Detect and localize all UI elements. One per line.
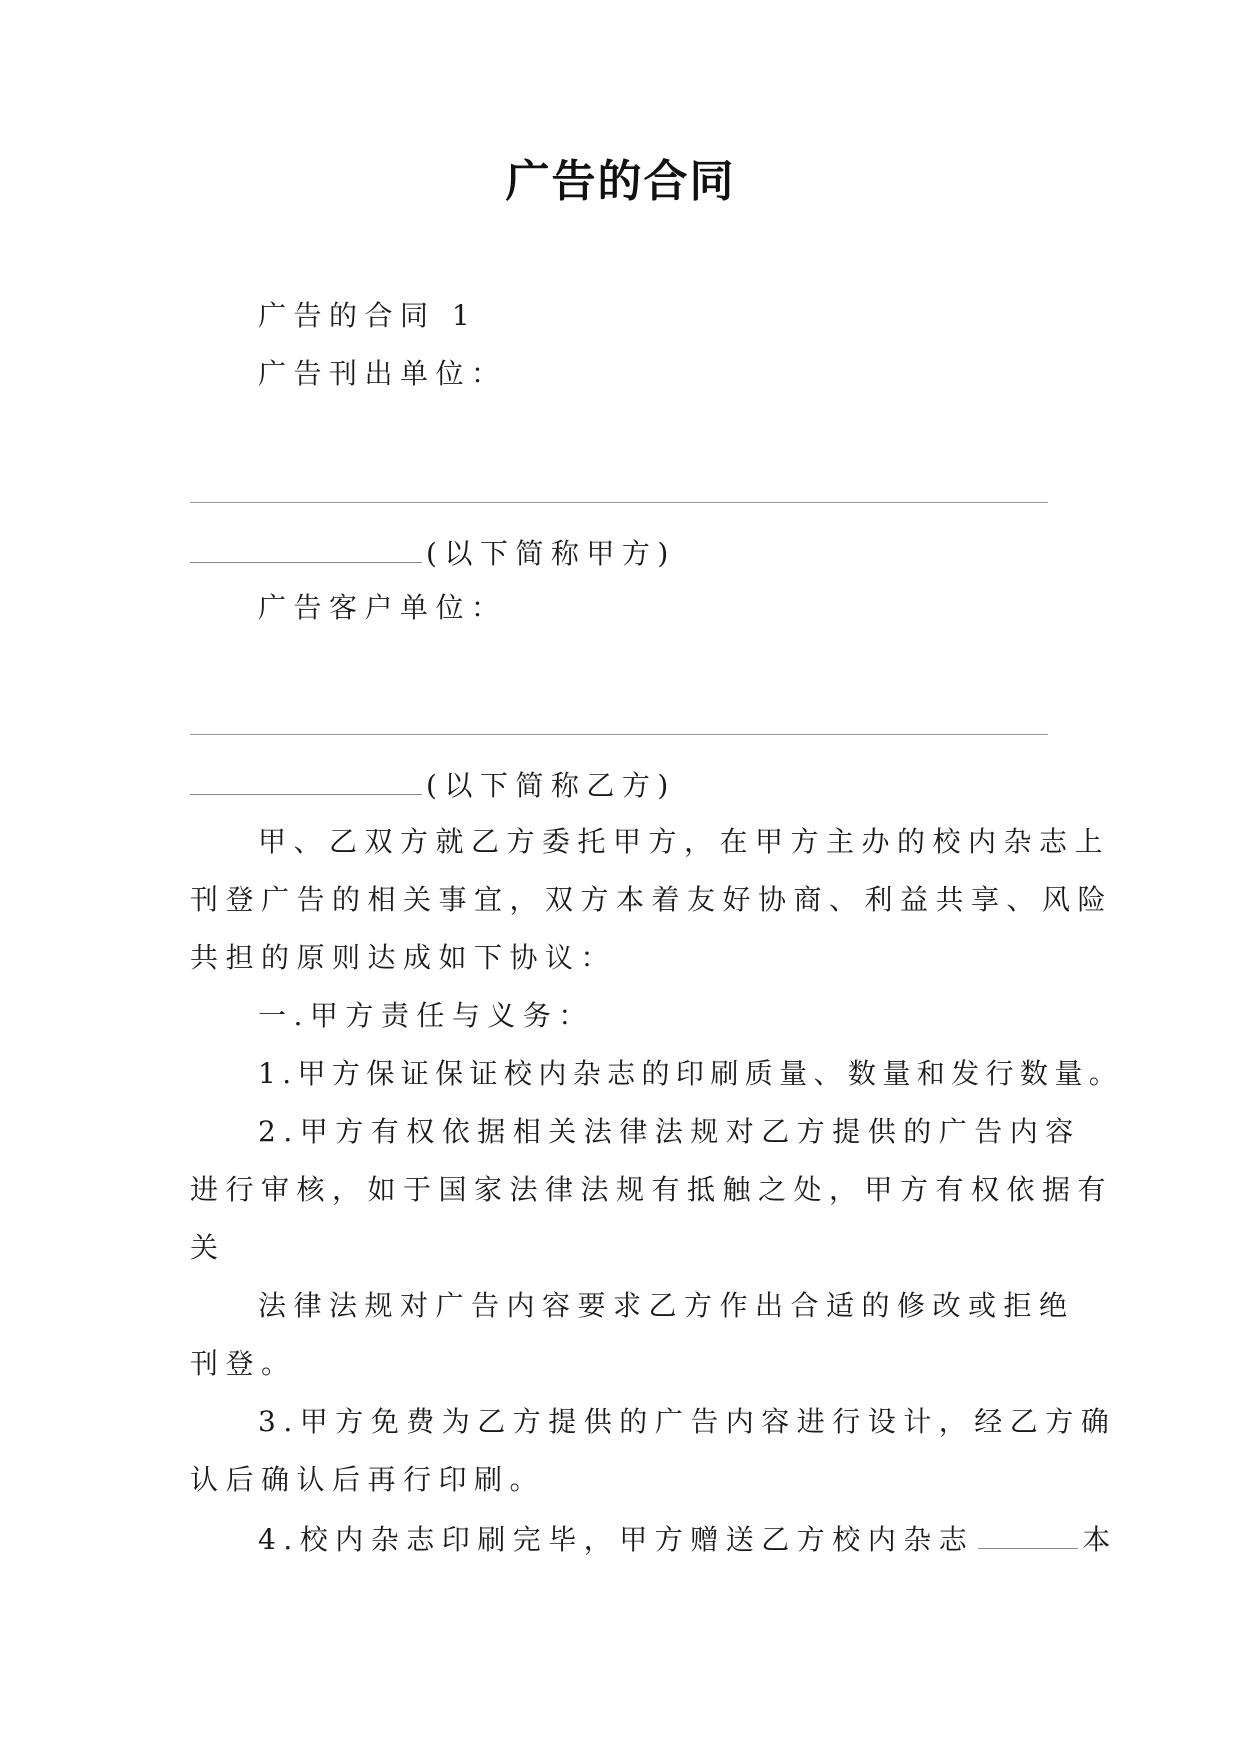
party-a-suffix: (以下简称甲方) [426,537,676,570]
party-b-suffix: (以下简称乙方) [426,769,676,802]
clause-item: 关 [190,1231,226,1264]
publisher-label: 广告刊出单位： [258,357,507,390]
intro-line: 刊登广告的相关事宜，双方本着友好协商、利益共享、风险 [190,883,1114,916]
party-b-blank [190,764,422,795]
client-fill-line [190,734,1048,735]
clause-item: 进行审核，如于国家法律法规有抵触之处，甲方有权依据有 [190,1173,1114,1206]
clause-item: 2.甲方有权依据相关法律法规对乙方提供的广告内容 [258,1115,1081,1148]
intro-line: 甲、乙双方就乙方委托甲方，在甲方主办的校内杂志上 [258,825,1111,858]
clause-item: 法律法规对广告内容要求乙方作出合适的修改或拒绝 [258,1289,1075,1322]
clause-item: 刊登。 [190,1347,297,1380]
item4-text: 4.校内杂志印刷完毕，甲方赠送乙方校内杂志 [258,1523,975,1556]
item4-blank [978,1518,1078,1549]
party-b-line [190,764,676,806]
intro-line: 共担的原则达成如下协议： [190,941,617,974]
client-label: 广告客户单位： [258,591,507,624]
publisher-fill-line [190,502,1048,503]
item4-suffix: 本 [1082,1523,1118,1556]
document-title: 广告的合同 [505,156,736,207]
section-heading: 一.甲方责任与义务： [258,999,594,1032]
clause-item: 1.甲方保证保证校内杂志的印刷质量、数量和发行数量。 [258,1057,1124,1090]
clause-item [258,1518,1118,1560]
party-a-blank [190,532,422,563]
contract-heading: 广告的合同 1 [258,299,478,332]
clause-item: 3.甲方免费为乙方提供的广告内容进行设计，经乙方确 [258,1405,1117,1438]
clause-item: 认后确认后再行印刷。 [190,1463,546,1496]
party-a-line [190,532,676,574]
